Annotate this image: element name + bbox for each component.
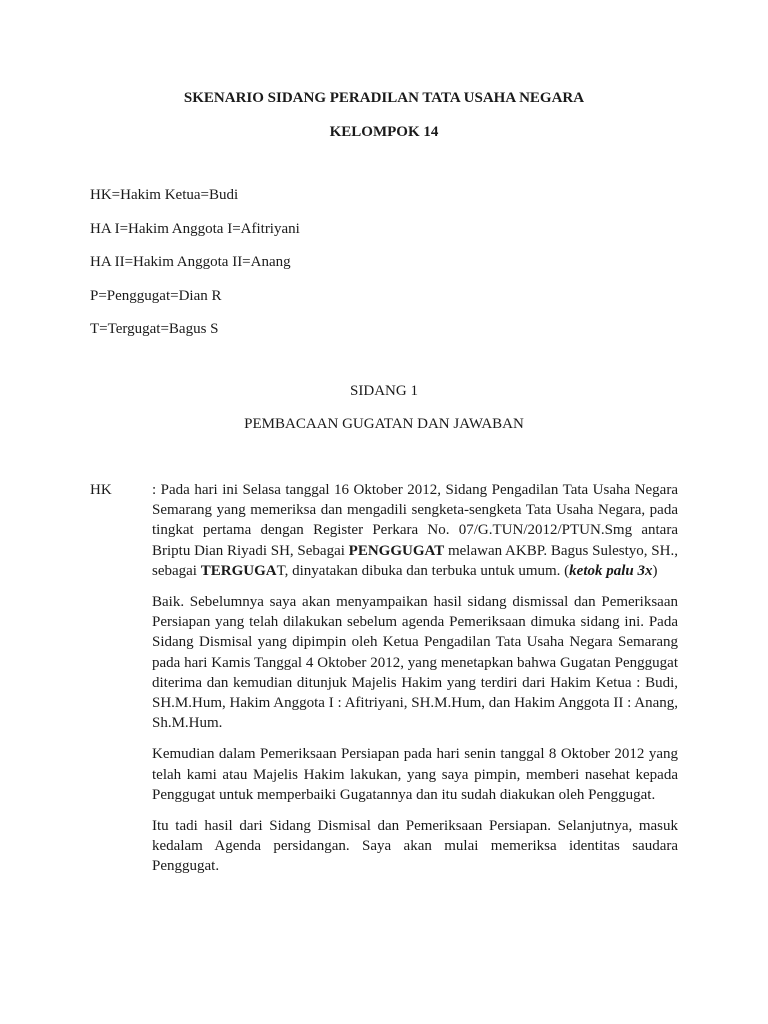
paragraph-1-text-a: : Pada hari ini Selasa tanggal 16 Oktober 2012, Sidang Pengadilan Tata Usaha Negara Semarang yang memeriksa dan mengadili sengketa-sengketa Tata Usaha Negara, pada tingkat pertama dengan Register Perkara No. 07/G.TUN/2012/PTUN.Smg antara Briptu Dian Riyadi SH, Sebagai xyxy=(152,482,678,559)
role-list xyxy=(90,185,300,353)
paragraph-1-text-f: ) xyxy=(652,562,658,579)
role-item-t: T=Tergugat=Bagus S xyxy=(90,321,219,337)
dialogue-paragraph-2: Baik. Sebelumnya saya akan menyampaikan hasil sidang dismissal dan Pemeriksaan Persiapan yang telah dilakukan sebelum agenda Pemeriksaan dimuka sidang ini. Pada Sidang Dismisal yang dipimpin oleh Ketua Pengadilan Tata Usaha Negara Semarang pada hari Kamis Tanggal 4 Oktober 2012, yang menetapkan bahwa Gugatan Penggugat diterima dan kemudian ditunjuk Majelis Hakim yang terdiri dari Hakim Ketua : Budi, SH.M.Hum, Hakim Anggota I : Afitriyani, SH.M.Hum, dan Hakim Anggota II : Anang, Sh.M.Hum. xyxy=(152,594,678,732)
role-item-ha2: HA II=Hakim Anggota II=Anang xyxy=(90,254,291,270)
tergugat-bold: TERGUGA xyxy=(200,562,277,579)
group-label: KELOMPOK 14 xyxy=(329,124,439,140)
dialogue-paragraph-1 xyxy=(152,480,678,581)
paragraph-1-text-c: melawan AKBP. Bagus Sulestyo, SH., sebagai xyxy=(152,542,678,579)
paragraph-1-text-d: T, dinyatakan dibuka dan terbuka untuk umum. ( xyxy=(276,562,570,579)
document-title: SKENARIO SIDANG PERADILAN TATA USAHA NEGARA xyxy=(183,90,585,106)
dialogue-body xyxy=(152,480,678,888)
session-title: SIDANG 1 xyxy=(350,383,418,399)
role-item-hk: HK=Hakim Ketua=Budi xyxy=(90,187,239,203)
dialogue-paragraph-3: Kemudian dalam Pemeriksaan Persiapan pada hari senin tanggal 8 Oktober 2012 yang telah kami atau Majelis Hakim lakukan, yang saya pimpin, memberi nasehat kepada Penggugat untuk memperbaiki Gugatannya dan itu sudah diakukan oleh Penggugat. xyxy=(152,746,678,803)
stage-direction: ketok palu 3x xyxy=(569,562,653,579)
speaker-label: HK xyxy=(90,482,112,498)
role-item-p: P=Penggugat=Dian R xyxy=(90,287,222,304)
dialogue-paragraph-4: Itu tadi hasil dari Sidang Dismisal dan Pemeriksaan Persiapan. Selanjutnya, masuk kedalam Agenda persidangan. Saya akan mulai memeriksa identitas saudara Penggugat. xyxy=(152,818,678,875)
penggugat-bold: PENGGUGAT xyxy=(348,542,445,559)
session-subtitle: PEMBACAAN GUGATAN DAN JAWABAN xyxy=(244,416,524,432)
role-item-ha1: HA I=Hakim Anggota I=Afitriyani xyxy=(90,220,300,237)
